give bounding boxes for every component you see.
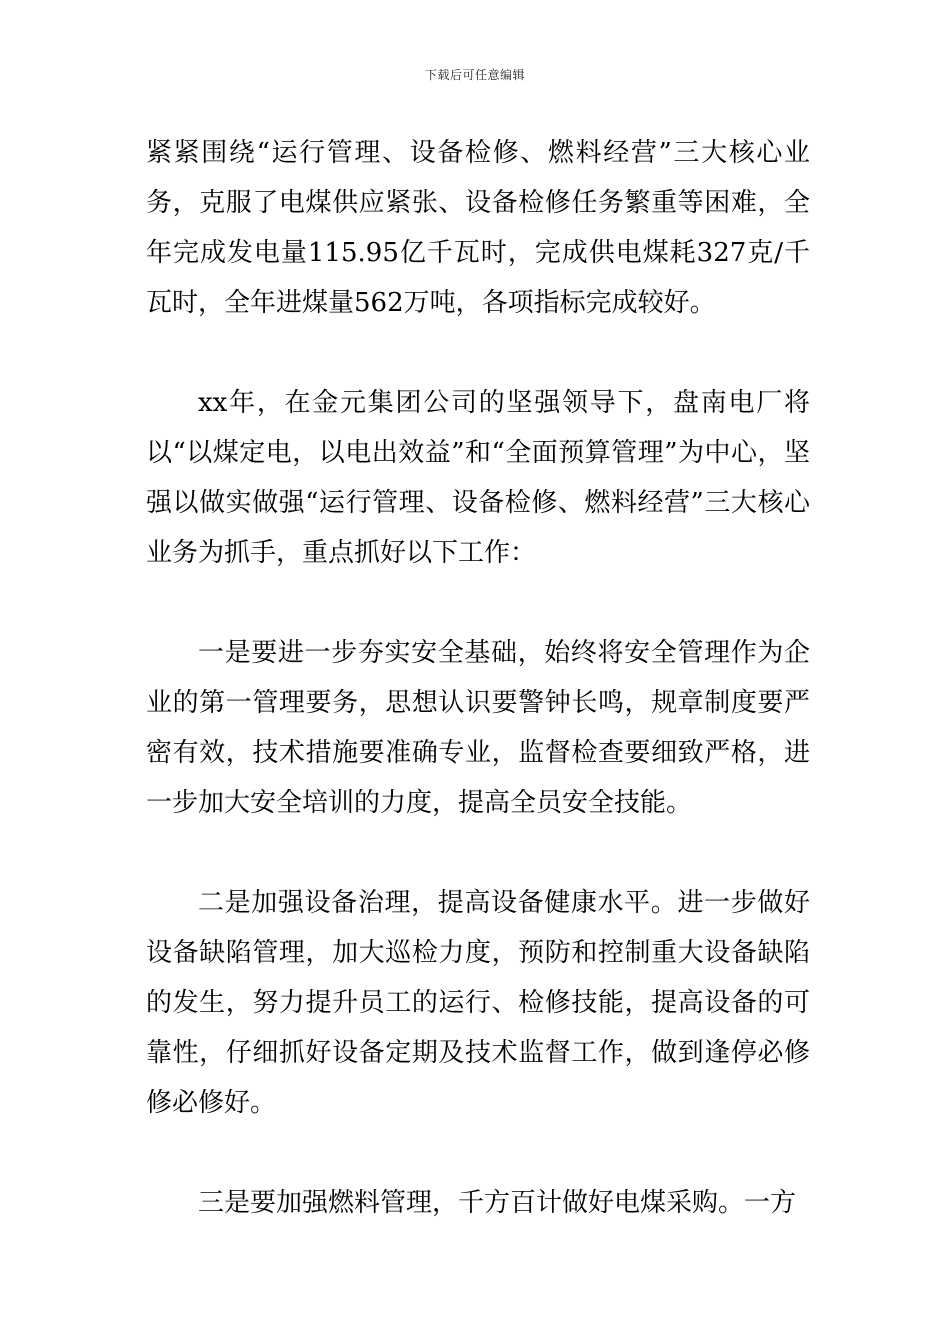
- paragraph-2: xx年，在金元集团公司的坚强领导下，盘南电厂将以“以煤定电，以电出效益”和“全面预算管理”为中心，坚强以做实做强“运行管理、设备检修、燃料经营”三大核心业务为抓手，重点抓好以下工作：: [146, 388, 810, 568]
- paragraph-5: 三是要加强燃料管理，千方百计做好电煤采购。一方: [198, 1188, 797, 1218]
- paragraph-gap: [146, 828, 810, 878]
- paragraph-gap: [146, 578, 810, 628]
- page-header: 下载后可任意编辑: [424, 68, 525, 82]
- paragraph-gap: [146, 328, 810, 378]
- paragraph-4: 二是加强设备治理，提高设备健康水平。进一步做好设备缺陷管理，加大巡检力度，预防和控制重大设备缺陷的发生，努力提升员工的运行、检修技能，提高设备的可靠性，仔细抓好设备定期及技术监督工作，做到逢停必修修必修好。: [146, 888, 810, 1118]
- paragraph-gap: [146, 1128, 810, 1178]
- paragraph-3: 一是要进一步夯实安全基础，始终将安全管理作为企业的第一管理要务，思想认识要警钟长鸣，规章制度要严密有效，技术措施要准确专业，监督检查要细致严格，进一步加大安全培训的力度，提高全员安全技能。: [146, 638, 810, 818]
- document-body: [146, 128, 810, 1228]
- paragraph-1: 紧紧围绕“运行管理、设备检修、燃料经营”三大核心业务，克服了电煤供应紧张、设备检修任务繁重等困难，全年完成发电量115.95亿千瓦时，完成供电煤耗327克/千瓦时，全年进煤量562万吨，各项指标完成较好。: [146, 138, 810, 318]
